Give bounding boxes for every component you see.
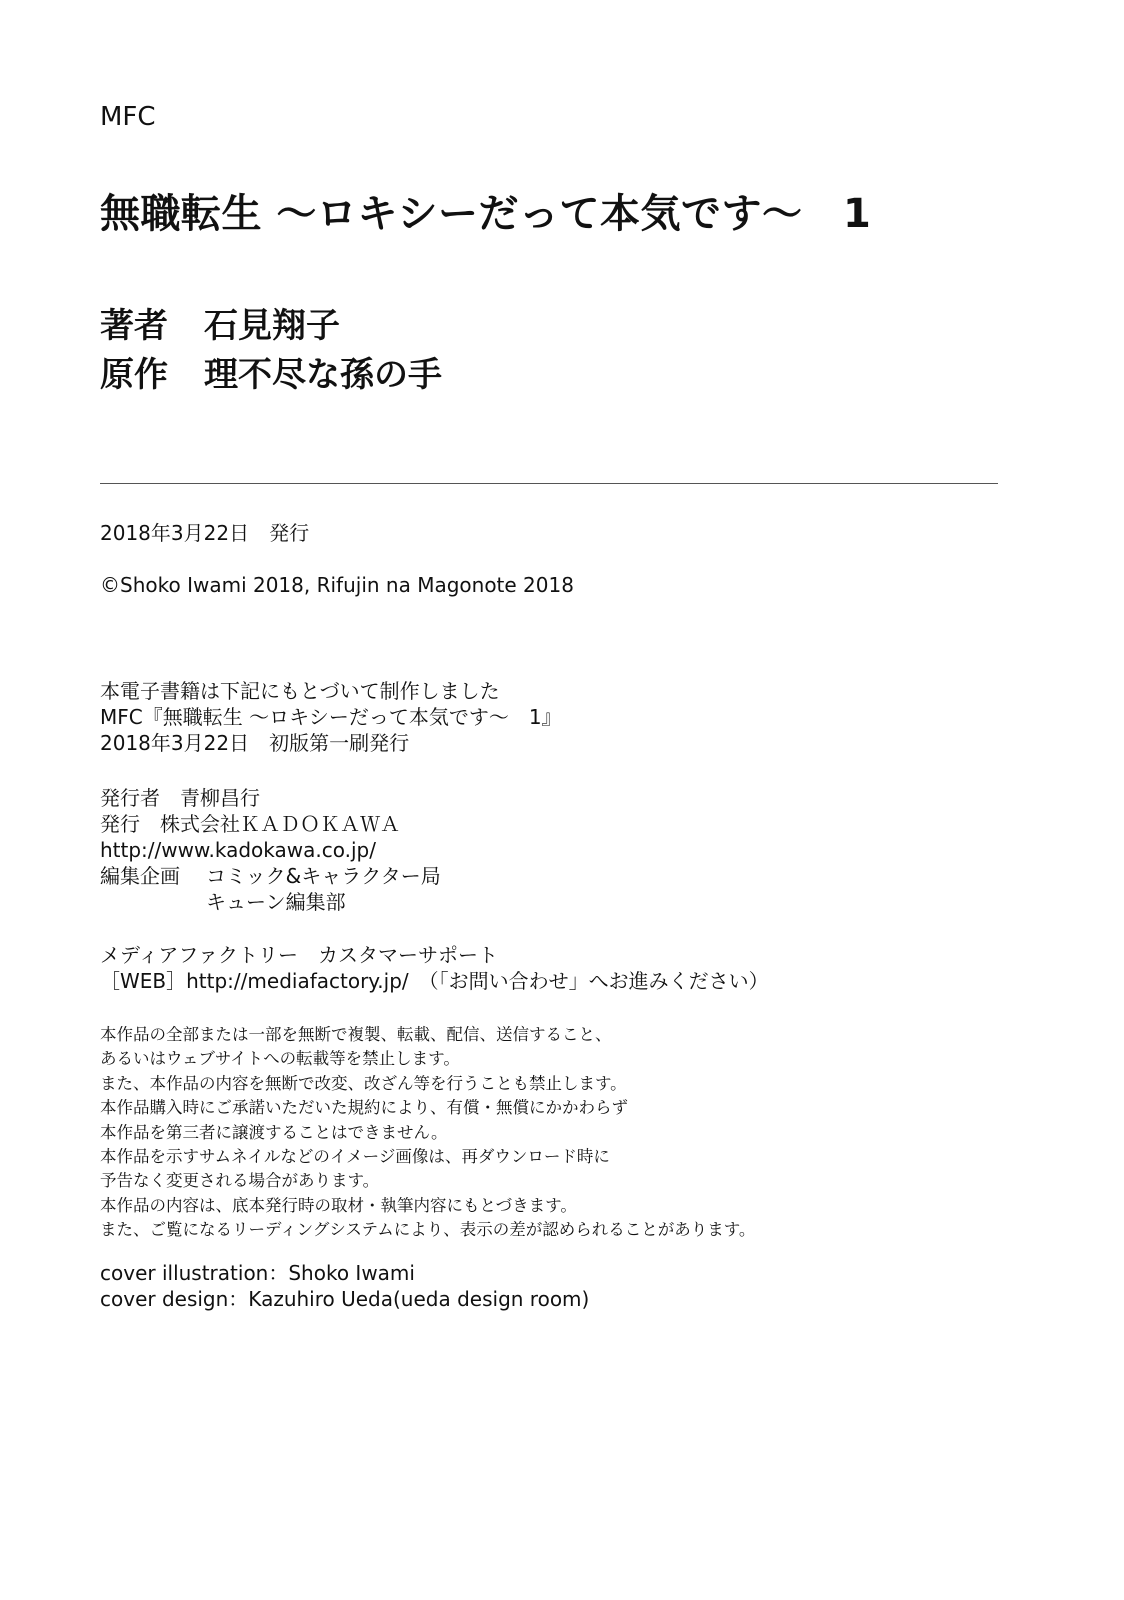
legal-notices [100, 1023, 755, 1243]
edition-note-line: 本電子書籍は下記にもとづいて制作しました [100, 679, 500, 703]
notice-line: あるいはウェブサイトへの転載等を禁止します。 [100, 1049, 460, 1069]
issuer-line: 発行 株式会社ＫＡＤＯＫＡＷＡ [100, 812, 400, 836]
notice-line: 本作品購入時にご承諾いただいた規約により、有償・無償にかかわらず [100, 1098, 628, 1118]
cover-design-credit: cover design：Kazuhiro Ueda(ueda design room) [100, 1287, 590, 1311]
author-credit-key: 著者 [100, 306, 168, 346]
cover-credits [100, 1260, 589, 1312]
edition-note-line: MFC『無職転生 ～ロキシーだって本気です～ 1』 [100, 705, 562, 729]
notice-line: また、ご覧になるリーディングシステムにより、表示の差が認められることがあります。 [100, 1220, 756, 1240]
book-title: 無職転生 ～ロキシーだって本気です～ 1 [100, 191, 872, 237]
notice-line: 本作品を示すサムネイルなどのイメージ画像は、再ダウンロード時に [100, 1147, 610, 1167]
edition-note [100, 678, 562, 756]
cover-illustration-credit: cover illustration：Shoko Iwami [100, 1261, 415, 1285]
author-credit-value: 石見翔子 [204, 306, 340, 346]
publisher-url: http://www.kadokawa.co.jp/ [100, 838, 376, 862]
notice-line: 予告なく変更される場合があります。 [100, 1171, 380, 1191]
notice-line: また、本作品の内容を無断で改変、改ざん等を行うことも禁止します。 [100, 1073, 627, 1093]
support-line-2: ［WEB］http://mediafactory.jp/ （「お問い合わせ」へお進みください） [100, 969, 769, 993]
edition-note-line: 2018年3月22日 初版第一刷発行 [100, 731, 410, 755]
publisher-info [100, 785, 441, 915]
support-line-1: メディアファクトリー カスタマーサポート [100, 943, 498, 967]
original-work-credit [100, 347, 442, 396]
editorial-line-1: コミック&キャラクター局 [206, 864, 441, 888]
editorial-line-2: キューン編集部 [206, 890, 346, 914]
editorial-row [100, 863, 441, 889]
notice-line: 本作品を第三者に譲渡することはできません。 [100, 1122, 448, 1142]
customer-support [100, 942, 769, 994]
editorial-key: 編集企画 [100, 864, 180, 888]
issue-date: 2018年3月22日 発行 [100, 521, 310, 545]
notice-line: 本作品の内容は、底本発行時の取材・執筆内容にもとづきます。 [100, 1195, 577, 1215]
notice-line: 本作品の全部または一部を無断で複製、転載、配信、送信すること、 [100, 1025, 612, 1044]
series-label: MFC [100, 102, 156, 132]
copyright-line: ©Shoko Iwami 2018, Rifujin na Magonote 2018 [100, 573, 574, 597]
horizontal-divider [100, 483, 998, 484]
author-credit [100, 298, 340, 347]
original-work-credit-value: 理不尽な孫の手 [204, 355, 442, 395]
original-work-credit-key: 原作 [100, 355, 168, 395]
publisher-line: 発行者 青柳昌行 [100, 786, 260, 810]
